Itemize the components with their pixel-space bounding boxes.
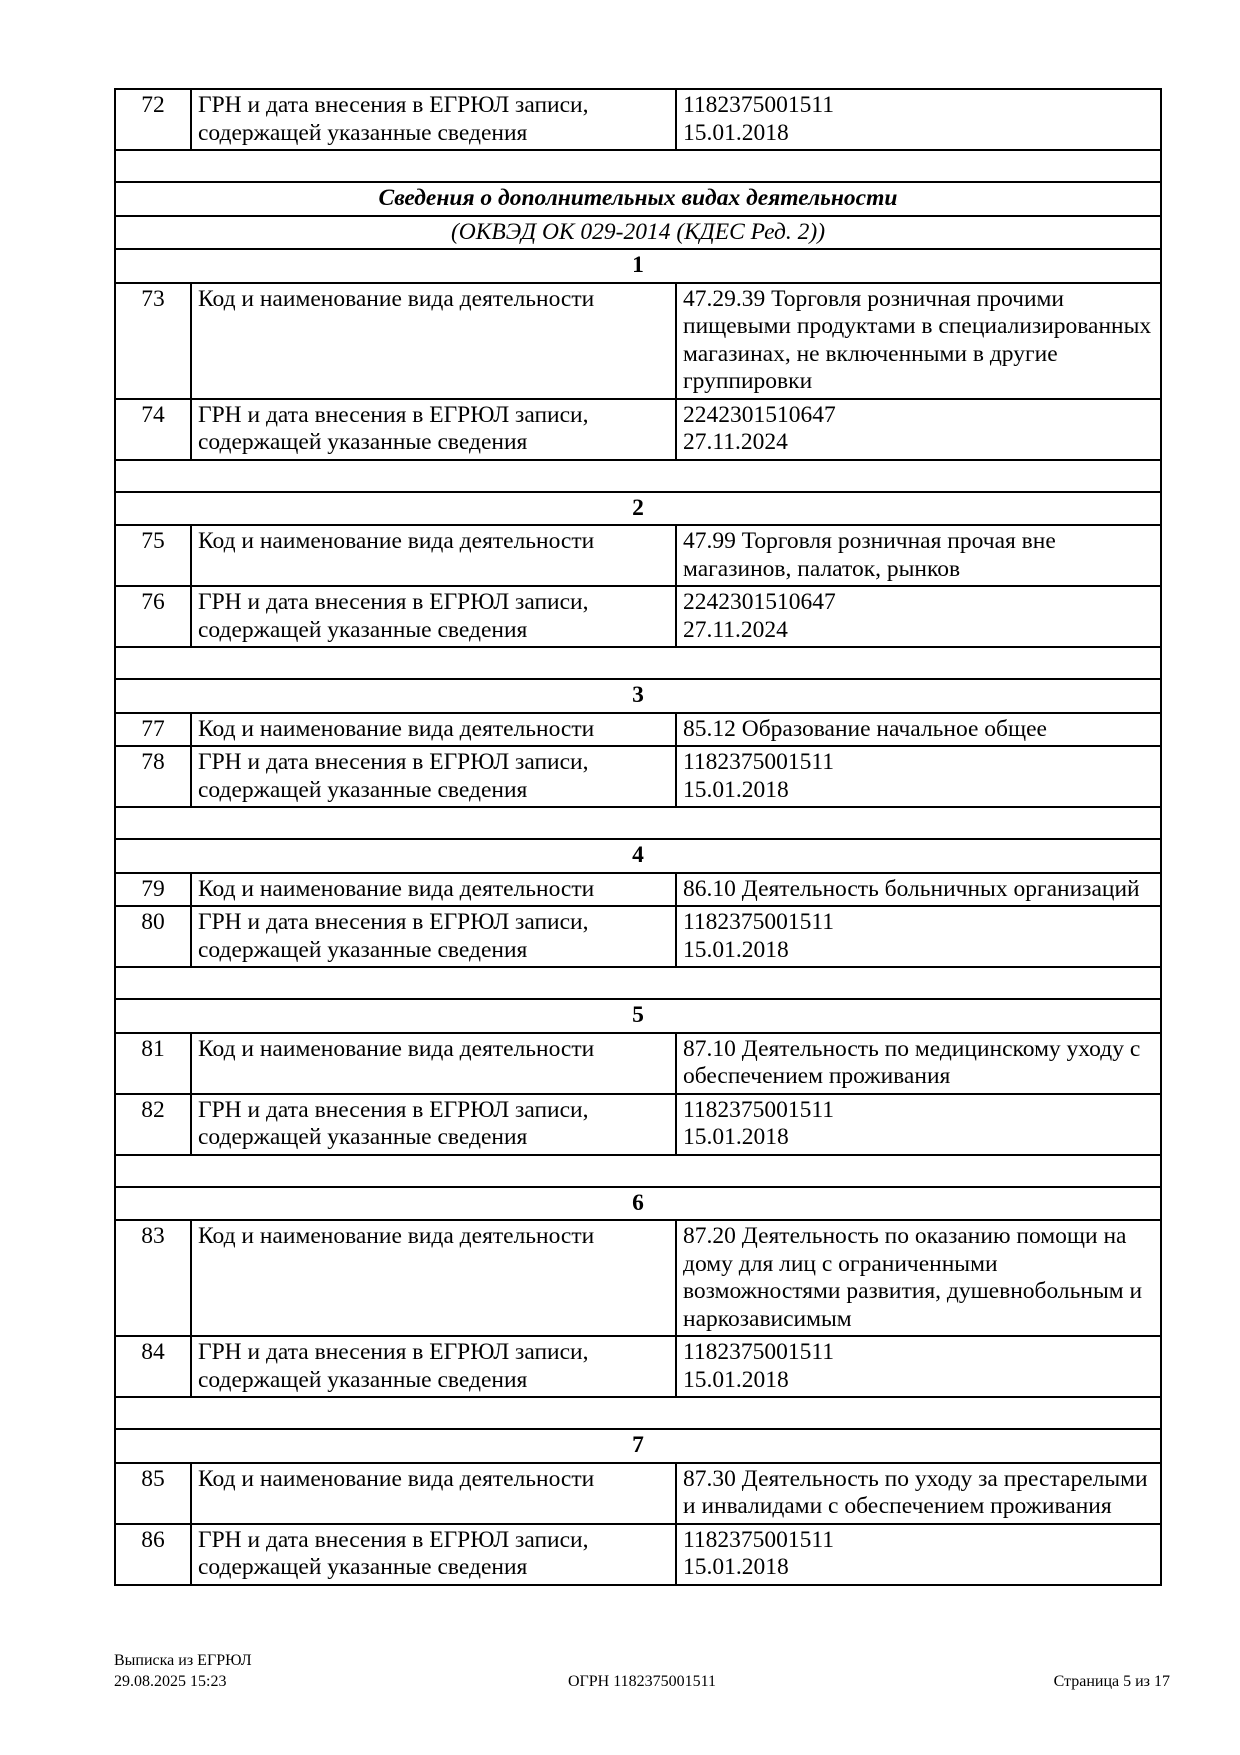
record-row: [115, 1336, 1161, 1397]
spacer-cell: [115, 1155, 1161, 1187]
section-subtitle-row: [115, 216, 1161, 250]
footer-datetime: 29.08.2025 15:23: [114, 1673, 227, 1690]
record-number-cell: 75: [115, 525, 191, 586]
record-value-cell: [676, 1524, 1161, 1585]
record-number-cell: 78: [115, 746, 191, 807]
record-label-cell: ГРН и дата внесения в ЕГРЮЛ записи, содержащей указанные сведения: [191, 89, 676, 150]
section-title-row: [115, 182, 1161, 216]
record-number-cell: 82: [115, 1094, 191, 1155]
record-value-line: 1182375001511: [683, 909, 835, 935]
section-number-row: [115, 999, 1161, 1033]
section-number-cell: 4: [115, 839, 1161, 873]
record-value-line: 15.01.2018: [683, 1554, 789, 1580]
record-value-cell: [676, 1094, 1161, 1155]
egrul-table-body: [115, 89, 1161, 1585]
section-number-row: [115, 492, 1161, 526]
record-value-cell: [676, 746, 1161, 807]
record-value-line: 87.10 Деятельность по медицинскому уходу с обеспечением проживания: [683, 1035, 1141, 1089]
record-value-cell: [676, 1033, 1161, 1094]
record-row: [115, 283, 1161, 399]
record-label-cell: ГРН и дата внесения в ЕГРЮЛ записи, содержащей указанные сведения: [191, 586, 676, 647]
spacer-row: [115, 460, 1161, 492]
record-label-cell: Код и наименование вида деятельности: [191, 713, 676, 747]
record-value-cell: [676, 1463, 1161, 1524]
record-row: [115, 906, 1161, 967]
record-row: [115, 1094, 1161, 1155]
record-value-line: 87.30 Деятельность по уходу за престарелыми и инвалидами с обеспечением проживания: [683, 1465, 1148, 1519]
record-value-line: 2242301510647: [683, 589, 836, 615]
record-label-cell: Код и наименование вида деятельности: [191, 1463, 676, 1524]
spacer-cell: [115, 967, 1161, 999]
record-row: [115, 873, 1161, 907]
record-value-line: 15.01.2018: [683, 119, 789, 146]
record-value-cell: [676, 1336, 1161, 1397]
record-value-cell: [676, 283, 1161, 399]
record-value-line: 47.29.39 Торговля розничная прочими пищевыми продуктами в специализированных магазинах, не включенными в другие группировки: [683, 285, 1152, 394]
record-label-cell: ГРН и дата внесения в ЕГРЮЛ записи, содержащей указанные сведения: [191, 1336, 676, 1397]
record-number-cell: 76: [115, 586, 191, 647]
spacer-row: [115, 967, 1161, 999]
record-label-cell: ГРН и дата внесения в ЕГРЮЛ записи, содержащей указанные сведения: [191, 746, 676, 807]
record-value-line: 15.01.2018: [683, 1124, 789, 1150]
record-value-line: 2242301510647: [683, 401, 836, 428]
section-number-row: [115, 839, 1161, 873]
section-number-cell: 1: [115, 249, 1161, 283]
record-number-cell: 86: [115, 1524, 191, 1585]
record-label-cell: Код и наименование вида деятельности: [191, 1220, 676, 1336]
record-row: [115, 586, 1161, 647]
record-value-line: 85.12 Образование начальное общее: [683, 715, 1047, 742]
record-value-line: 15.01.2018: [683, 776, 789, 803]
footer-ogrn: ОГРН 1182375001511: [567, 1673, 717, 1690]
footer-left-block: [114, 1650, 466, 1692]
record-row: [115, 1220, 1161, 1336]
record-value-line: 1182375001511: [683, 92, 835, 118]
record-value-line: 1182375001511: [683, 1096, 835, 1123]
spacer-row: [115, 807, 1161, 839]
spacer-cell: [115, 647, 1161, 679]
record-row: [115, 399, 1161, 460]
section-subtitle-cell: (ОКВЭД ОК 029-2014 (КДЕС Ред. 2)): [115, 216, 1161, 250]
footer-page-number: Страница 5 из 17: [1053, 1673, 1170, 1690]
record-label-cell: ГРН и дата внесения в ЕГРЮЛ записи, содержащей указанные сведения: [191, 1094, 676, 1155]
record-row: [115, 1524, 1161, 1585]
egrul-extract-table: [114, 88, 1162, 1586]
record-number-cell: 73: [115, 283, 191, 399]
record-value-cell: [676, 713, 1161, 747]
record-label-cell: ГРН и дата внесения в ЕГРЮЛ записи, содержащей указанные сведения: [191, 906, 676, 967]
record-label-cell: Код и наименование вида деятельности: [191, 1033, 676, 1094]
record-number-cell: 83: [115, 1220, 191, 1336]
section-number-cell: 3: [115, 679, 1161, 713]
record-value-line: 27.11.2024: [683, 616, 788, 643]
record-value-cell: [676, 399, 1161, 460]
record-value-cell: [676, 906, 1161, 967]
record-value-line: 87.20 Деятельность по оказанию помощи на дому для лиц с ограниченными возможностями развития, душевнобольным и наркозависимым: [683, 1223, 1143, 1332]
record-value-cell: [676, 873, 1161, 907]
record-label-cell: Код и наименование вида деятельности: [191, 873, 676, 907]
section-title-cell: Сведения о дополнительных видах деятельности: [115, 182, 1161, 216]
section-number-row: [115, 249, 1161, 283]
page-footer: [114, 1650, 1170, 1692]
spacer-cell: [115, 460, 1161, 492]
record-label-cell: ГРН и дата внесения в ЕГРЮЛ записи, содержащей указанные сведения: [191, 1524, 676, 1585]
record-number-cell: 81: [115, 1033, 191, 1094]
record-row: [115, 1033, 1161, 1094]
record-row: [115, 89, 1161, 150]
record-value-line: 15.01.2018: [683, 1366, 789, 1393]
record-label-cell: ГРН и дата внесения в ЕГРЮЛ записи, содержащей указанные сведения: [191, 399, 676, 460]
record-row: [115, 525, 1161, 586]
section-number-row: [115, 1187, 1161, 1221]
record-number-cell: 79: [115, 873, 191, 907]
spacer-cell: [115, 150, 1161, 182]
record-label-cell: Код и наименование вида деятельности: [191, 525, 676, 586]
record-number-cell: 72: [115, 89, 191, 150]
record-value-line: 1182375001511: [683, 1339, 835, 1365]
record-value-cell: [676, 1220, 1161, 1336]
record-value-cell: [676, 525, 1161, 586]
record-value-cell: [676, 586, 1161, 647]
spacer-row: [115, 647, 1161, 679]
spacer-row: [115, 150, 1161, 182]
section-number-row: [115, 1429, 1161, 1463]
section-number-row: [115, 679, 1161, 713]
record-value-line: 86.10 Деятельность больничных организаций: [683, 875, 1140, 902]
record-row: [115, 713, 1161, 747]
section-number-cell: 5: [115, 999, 1161, 1033]
record-value-line: 15.01.2018: [683, 936, 789, 963]
section-number-cell: 2: [115, 492, 1161, 526]
record-value-cell: [676, 89, 1161, 150]
record-value-line: 1182375001511: [683, 749, 835, 775]
section-number-cell: 7: [115, 1429, 1161, 1463]
record-number-cell: 80: [115, 906, 191, 967]
record-number-cell: 84: [115, 1336, 191, 1397]
record-value-line: 47.99 Торговля розничная прочая вне магазинов, палаток, рынков: [683, 528, 1056, 582]
record-number-cell: 74: [115, 399, 191, 460]
record-number-cell: 85: [115, 1463, 191, 1524]
spacer-row: [115, 1397, 1161, 1429]
spacer-cell: [115, 807, 1161, 839]
section-number-cell: 6: [115, 1187, 1161, 1221]
record-value-line: 1182375001511: [683, 1526, 835, 1553]
footer-doc-type: Выписка из ЕГРЮЛ: [114, 1652, 252, 1669]
spacer-cell: [115, 1397, 1161, 1429]
record-value-line: 27.11.2024: [683, 429, 788, 455]
record-number-cell: 77: [115, 713, 191, 747]
record-row: [115, 1463, 1161, 1524]
record-label-cell: Код и наименование вида деятельности: [191, 283, 676, 399]
spacer-row: [115, 1155, 1161, 1187]
record-row: [115, 746, 1161, 807]
